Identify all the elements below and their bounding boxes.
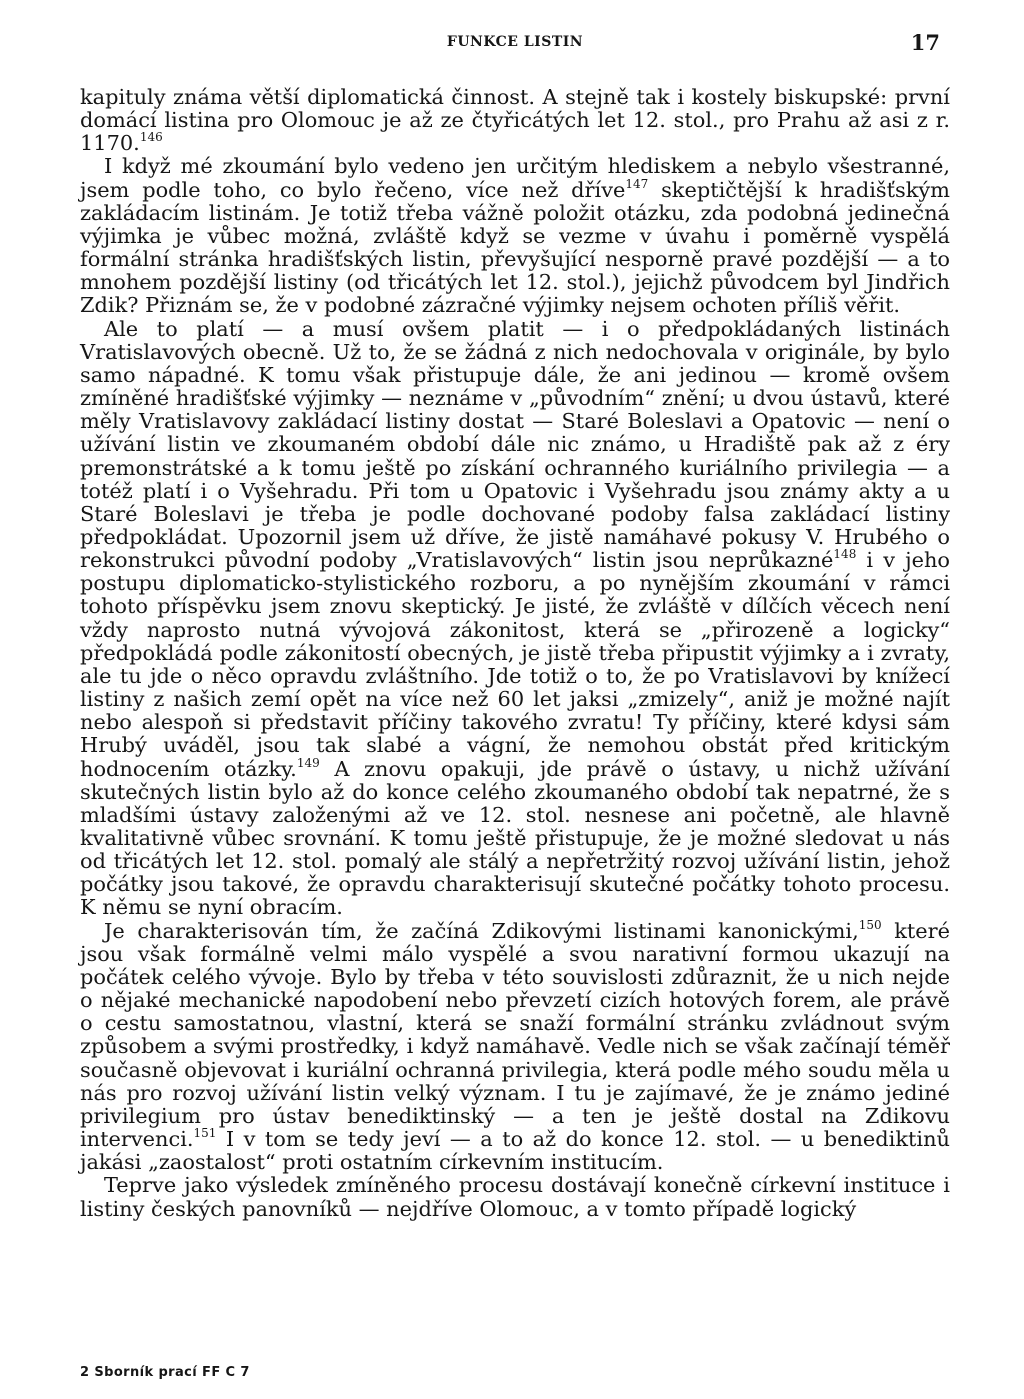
running-head: FUNKCE LISTIN <box>446 34 584 50</box>
text-segment: které jsou však formálně velmi málo vyspělé a svou narativní formou ukazují na počátek celého vývoje. Bylo by třeba v této souvislosti zdůraznit, že u nich nejde o nějaké mechanické napodobení nebo převzetí cizích hotových forem, ale právě o cestu samostatnou, vlastní, která se snaží formální stránku zvládnout svým způsobem a svými prostředky, i když namáhavě. Vedle nich se však začínají téměř současně objevovat i kuriální ochranná privilegia, která podle mého soudu měla u nás pro rozvoj užívání listin velký význam. I tu je zajímavé, že je známo jediné privilegium pro ústav benediktinský — a ten je ještě dostal na Zdikovu intervenci. <box>80 918 950 1152</box>
paragraph <box>80 318 950 920</box>
text-segment: Ale to platí — a musí ovšem platit — i o předpokládaných listinách Vratislavových obecně. Už to, že se žádná z nich nedochovala v originále, by bylo samo nápadné. K tomu však přistupuje dále, že ani jedinou — kromě ovšem zmíněné hradišťské výjimky — neznáme v „původním“ znění; u dvou ústavů, které měly Vratislavovy zakládací listiny dostat — Staré Boleslavi a Opatovic — není o užívání listin ve zkoumaném období dále nic známo, u Hradiště pak až z éry premonstrátské a k tomu ještě po získání ochranného kuriálního privilegia — a totéž platí i o Vyšehradu. Při tom u Opatovic i Vyšehradu jsou známy akty a u Staré Boleslavi je třeba je podle dochované podoby falsa zakládací listiny předpokládat. Upozornil jsem už dříve, že jistě namáhavé pokusy V. Hrubého o rekonstrukci původní podoby „Vratislavových“ listin jsou neprůkazné <box>80 316 950 573</box>
footnote-reference: 147 <box>625 176 649 191</box>
footnote-reference: 151 <box>193 1126 217 1141</box>
footnote-reference: 148 <box>833 547 857 562</box>
text-segment: A znovu opakuji, jde právě o ústavy, u nichž užívání skutečných listin bylo až do konce celého zkoumaného období tak nepatrné, že s mladšími ústavy založenými až ve 12. stol. nesnese ani početně, ale hlavně kvalitativně vůbec srovnání. K tomu ještě přistupuje, že je možné sledovat u nás od třicátých let 12. stol. pomalý ale stálý a nepřetržitý rozvoj užívání listin, jehož počátky jsou takové, že opravdu charakterisují skutečné počátky tohoto procesu. K němu se nyní obracím. <box>80 756 950 920</box>
page-header <box>80 30 950 60</box>
footnote-reference: 150 <box>858 917 882 932</box>
text-segment: I v tom se tedy jeví — a to až do konce 12. stol. — u benediktinů jakási „zaostalost“ proti ostatním církevním institucím. <box>80 1127 950 1175</box>
signature-mark: 2 Sborník prací FF C 7 <box>80 1365 250 1380</box>
body-text <box>80 86 950 1221</box>
footnote-reference: 149 <box>296 755 320 770</box>
text-segment: kapituly známa větší diplomatická činnost. A stejně tak i kostely biskupské: první domácí listina pro Olomouc je až ze čtyřicátých let 12. stol., pro Prahu až asi z r. 1170. <box>80 85 950 156</box>
text-segment: Je charakterisován tím, že začíná Zdikovými listinami kanonickými, <box>104 918 859 943</box>
text-segment: I když mé zkoumání bylo vedeno jen určitým hlediskem a nebylo všestranné, jsem podle toho, co bylo řečeno, více než dříve <box>80 154 950 202</box>
footnote-reference: 146 <box>139 130 163 145</box>
paragraph <box>80 1174 950 1220</box>
text-segment: i v jeho postupu diplomaticko-stylistického rozboru, a po nynějším zkoumání v rámci tohoto příspěvku jsem znovu skeptický. Je jisté, že zvláště v dílčích věcech není vždy naprosto nutná vývojová zákonitost, která se „přirozeně a logicky“ předpokládá podle zákonitostí obecných, je jistě třeba připustit výjimky a i zvraty, ale tu jde o něco opravdu zvláštního. Jde totiž o to, že po Vratislavovi by knížecí listiny z našich zemí opět na více než 60 let jaksi „zmizely“, aniž je možné najít nebo alespoň si představit příčiny takového zvratu! Ty příčiny, které kdysi sám Hrubý uváděl, jsou tak slabé a vágní, že nemohou obstát před kritickým hodnocením otázky. <box>80 548 950 781</box>
paragraph <box>80 917 950 1175</box>
paragraph <box>80 155 950 317</box>
paragraph <box>80 86 950 155</box>
text-segment: Teprve jako výsledek zmíněného procesu dostávají konečně církevní instituce i listiny českých panovníků — nejdříve Olomouc, a v tomto případě logický <box>80 1173 950 1221</box>
text-segment: skeptičtější k hradišťským zakládacím listinám. Je totiž třeba vážně položit otázku, zda podobná jedinečná výjimka je vůbec možná, zvláště když se vezme v úvahu i poměrně vyspělá formální stránka hradišťských listin, převyšující nesporně pravé pozdější — a to mnohem pozdější listiny (od třicátých let 12. stol.), jejichž původcem byl Jindřich Zdik? Přiznám se, že v podobné zázračné výjimky nejsem ochoten příliš věřit. <box>80 177 950 318</box>
page-number: 17 <box>910 30 940 55</box>
